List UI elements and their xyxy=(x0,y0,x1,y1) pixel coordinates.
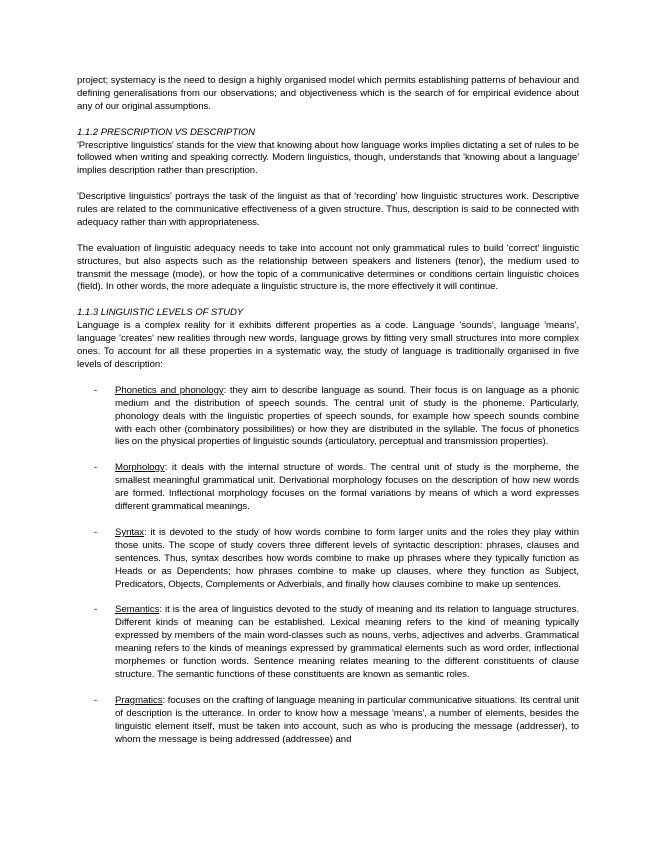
list-item-morphology xyxy=(77,462,579,514)
paragraph-descriptive: 'Descriptive linguistics' portrays the task of the linguist as that of 'recording' how linguistic structures work. Descriptive rules are related to the communicative effectiveness of a given structure. Thus, description is said to be connected with adequacy rather than with appropriateness. xyxy=(77,191,579,228)
term-phonetics-phonology: Phonetics and phonology xyxy=(115,384,224,396)
definition-phonetics: : they aim to describe language as sound. Their focus is on language as a phonic medium and the distribution of speech sounds. The central unit of study is the phoneme. Particularly, phonology deals with the linguistic properties of speech sounds, for example how speech sounds combine with each other (combinatory possibilities) or how they are distributed in the syllable. The focus of phonetics lies on the physical properties of linguistic sounds (articulatory, perceptual and transmission properties). xyxy=(115,384,579,448)
list-item-semantics xyxy=(77,604,579,681)
dash-bullet: - xyxy=(94,462,98,474)
section-heading-1-1-3: 1.1.3 LINGUISTIC LEVELS OF STUDY xyxy=(77,307,244,319)
intro-paragraph: project; systemacy is the need to design a highly organised model which permits establishing patterns of behaviour and defining generalisations from our observations; and objectiveness which is the search of for empirical evidence about any of our original assumptions. xyxy=(77,75,579,112)
list-item-syntax xyxy=(77,527,579,592)
definition-morphology: : it deals with the internal structure of words. The central unit of study is the morpheme, the smallest meaningful grammatical unit. Derivational morphology focuses on the description of how new words are formed. Inflectional morphology focuses on the formal variations by means of which a word expresses different grammatical meanings. xyxy=(115,462,579,513)
levels-list xyxy=(77,385,579,747)
section-heading-1-1-2: 1.1.2 PRESCRIPTION VS DESCRIPTION xyxy=(77,126,256,138)
term-syntax: Syntax xyxy=(115,526,145,538)
definition-syntax: : it is devoted to the study of how words combine to form larger units and the roles they play within those units. The scope of study covers three different levels of syntactic description: phrases, clauses and sentences. Thus, syntax describes how words combine to make up phrases where they typically function as Heads or as Dependents; how phrases combine to make up clauses, where they function as Subject, Predicators, Objects, Complements or Adverbials, and finally how clauses combine to make up sentences. xyxy=(115,526,579,590)
definition-pragmatics: : focuses on the crafting of language meaning in particular communicative situations. Its central unit of description is the utterance. In order to know how a message 'means', a number of elements, besides the linguistic element itself, must be taken into account, such as who is producing the message (addresser), to whom the message is being addressed (addressee) and xyxy=(115,694,579,745)
list-item-phonetics xyxy=(77,385,579,450)
section-prescription-vs-description xyxy=(77,127,579,295)
dash-bullet: - xyxy=(94,384,98,396)
term-pragmatics: Pragmatics xyxy=(115,694,163,706)
paragraph-adequacy: The evaluation of linguistic adequacy needs to take into account not only grammatical rules to build 'correct' linguistic structures, but also aspects such as the relationship between speakers and listeners (tenor), the medium used to transmit the message (mode), or how the topic of a communicative determines or conditions certain linguistic choices (field). In other words, the more adequate a linguistic structure is, the more effectively it will continue. xyxy=(77,242,579,293)
definition-semantics: : it is the area of linguistics devoted to the study of meaning and its relation to language structures. Different kinds of meaning can be established. Lexical meaning refers to the kind of meaning typically expressed by members of the main word-classes such as nouns, verbs, adjectives and adverbs. Grammatical meaning refers to the kinds of meanings expressed by grammatical elements such as word order, inflectional morphemes or function words. Sentence meaning relates meaning to the different constituents of clause structure. The semantic functions of these constituents are known as semantic roles. xyxy=(115,604,579,680)
list-item-pragmatics xyxy=(77,695,579,747)
dash-bullet: - xyxy=(94,694,98,706)
dash-bullet: - xyxy=(94,526,98,538)
section-linguistic-levels xyxy=(77,307,579,746)
term-morphology: Morphology xyxy=(115,462,165,474)
term-semantics: Semantics xyxy=(115,604,160,616)
dash-bullet: - xyxy=(94,604,98,616)
paragraph-prescriptive: 'Prescriptive linguistics' stands for the view that knowing about how language works implies dictating a set of rules to be followed when writing and speaking correctly. Modern linguistics, though, understands that 'knowing about a language' implies description rather than prescription. xyxy=(77,139,579,177)
paragraph-levels-intro: Language is a complex reality for it exhibits different properties as a code. Language 'sounds', language 'means', language 'creates' new realities through new words, language grows by fitting very small structures into more complex ones. To account for all these properties in a systematic way, the study of language is traditionally organised in five levels of description: xyxy=(77,320,579,370)
document-page xyxy=(77,75,579,760)
